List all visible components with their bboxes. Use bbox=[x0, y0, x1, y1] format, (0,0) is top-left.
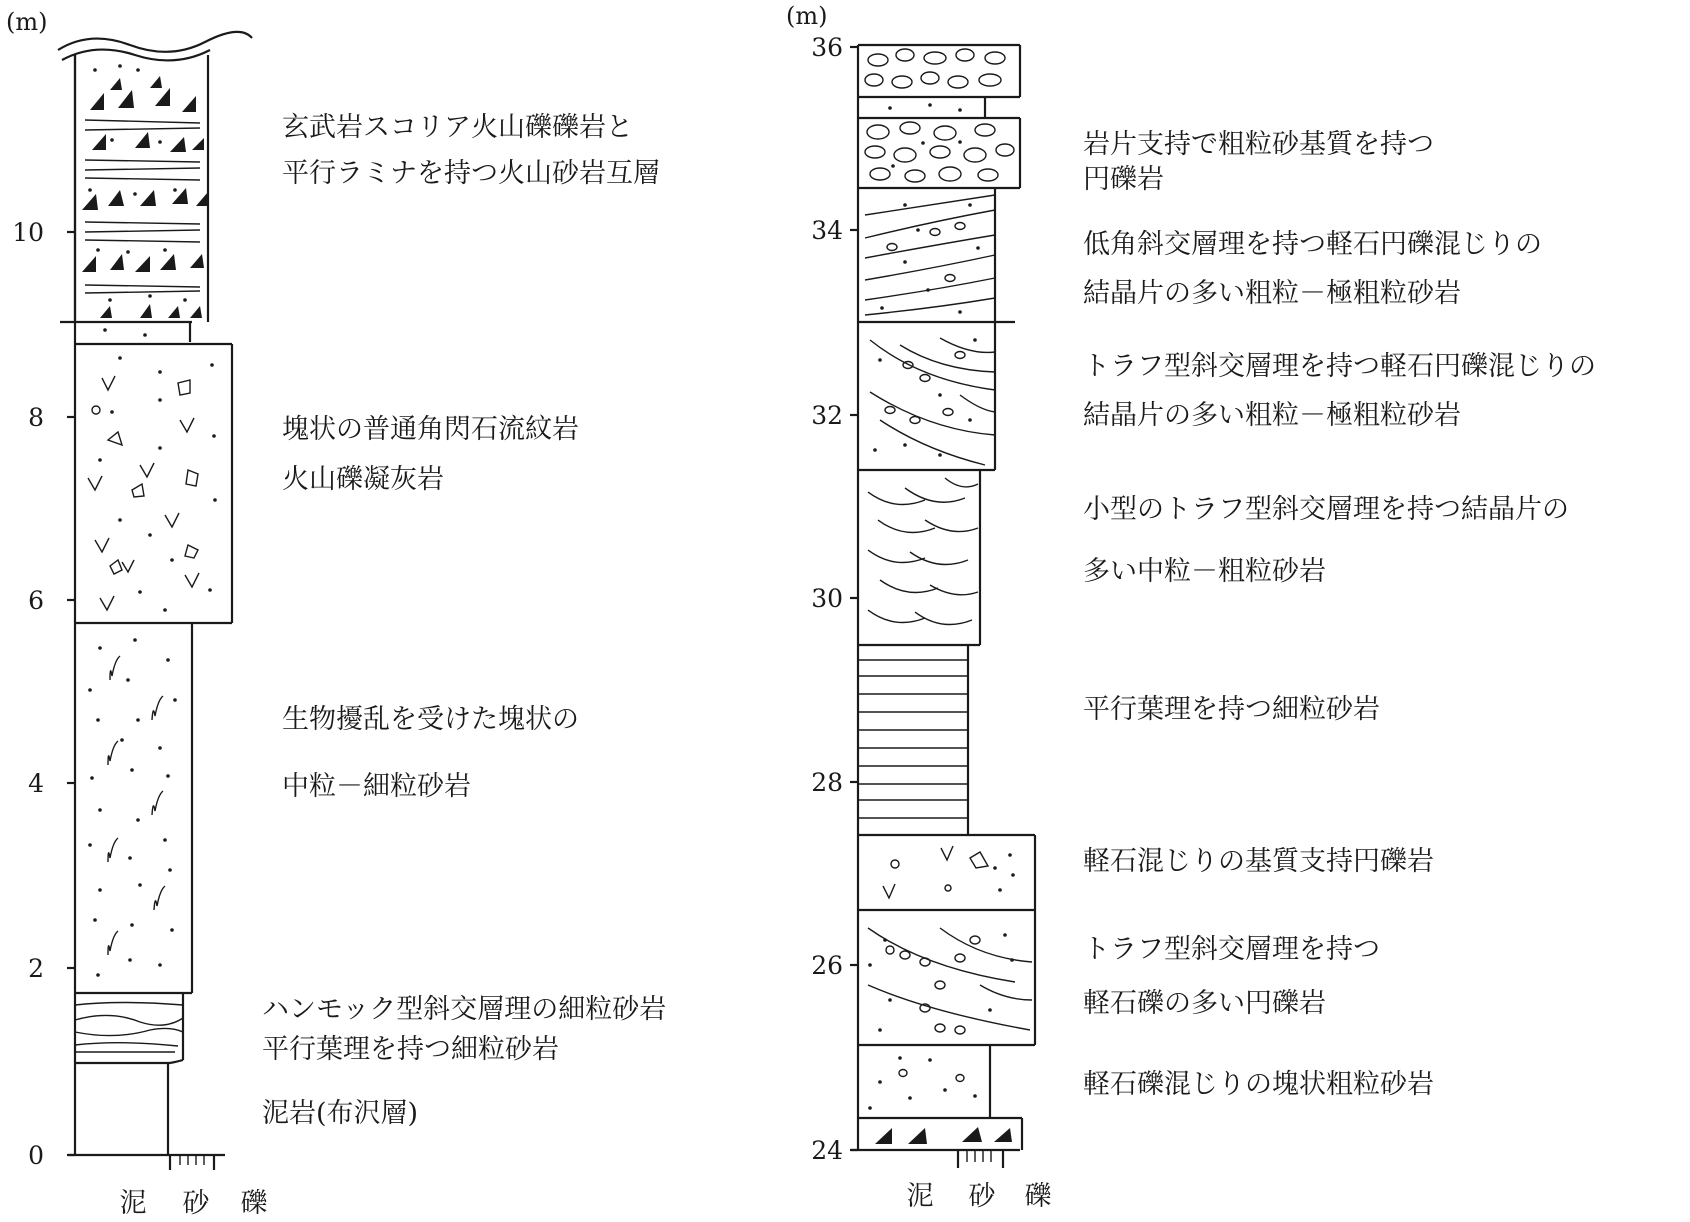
left-tick-label: 8 bbox=[28, 403, 44, 432]
right-grain-scale bbox=[958, 1150, 1003, 1168]
right-unit-clast-supported-conglomerate bbox=[858, 45, 1020, 188]
left-description-line: 生物擾乱を受けた塊状の bbox=[282, 704, 579, 735]
left-unit-label: (m) bbox=[6, 8, 48, 36]
right-unit-low-angle-cross-bedded-sandstone bbox=[858, 188, 1015, 322]
right-grain-label-mud: 泥 bbox=[906, 1181, 934, 1212]
right-tick-label: 34 bbox=[811, 216, 843, 245]
right-description-line: トラフ型斜交層理を持つ軽石円礫混じりの bbox=[1083, 351, 1596, 382]
left-tick-label: 6 bbox=[28, 586, 44, 615]
left-grain-label-sand: 砂 bbox=[182, 1188, 210, 1219]
left-tick-label: 0 bbox=[28, 1141, 44, 1170]
left-description-line: 平行ラミナを持つ火山砂岩互層 bbox=[282, 158, 660, 189]
right-description-line: 平行葉理を持つ細粒砂岩 bbox=[1083, 694, 1380, 725]
left-grain-label-gravel: 礫 bbox=[240, 1188, 268, 1219]
left-tick-label: 2 bbox=[28, 954, 44, 983]
right-description-line: 小型のトラフ型斜交層理を持つ結晶片の bbox=[1083, 494, 1569, 525]
left-tick-label: 4 bbox=[28, 769, 44, 798]
right-unit-massive-coarse-sandstone bbox=[858, 1045, 1022, 1118]
right-grain-label-sand: 砂 bbox=[968, 1181, 996, 1212]
right-description-line: 結晶片の多い粗粒－極粗粒砂岩 bbox=[1083, 278, 1461, 309]
right-unit-matrix-supported-conglomerate bbox=[858, 835, 1035, 910]
right-description-line: 岩片支持で粗粒砂基質を持つ bbox=[1083, 129, 1434, 160]
right-unit-basal-scoria-bed bbox=[875, 1118, 1022, 1150]
left-description-line: 塊状の普通角閃石流紋岩 bbox=[282, 414, 579, 445]
right-unit-trough-cross-bedded-sandstone bbox=[858, 322, 995, 470]
left-description-line: 中粒－細粒砂岩 bbox=[282, 771, 471, 802]
left-description-line: 玄武岩スコリア火山礫礫岩と bbox=[282, 112, 633, 143]
left-unit-bioturbated-sandstone bbox=[75, 623, 192, 993]
right-description-line: トラフ型斜交層理を持つ bbox=[1083, 934, 1380, 965]
right-description-line: 軽石礫混じりの塊状粗粒砂岩 bbox=[1083, 1069, 1434, 1100]
right-tick-label: 24 bbox=[811, 1136, 843, 1165]
right-tick-label: 26 bbox=[811, 951, 843, 980]
right-unit-small-trough-sandstone bbox=[858, 470, 980, 645]
right-unit-parallel-laminated-sandstone bbox=[858, 645, 1035, 835]
left-description-line: 平行葉理を持つ細粒砂岩 bbox=[262, 1034, 559, 1065]
right-description-line: 円礫岩 bbox=[1083, 164, 1164, 195]
left-column bbox=[6, 8, 666, 1219]
right-unit-label: (m) bbox=[786, 2, 828, 30]
left-tick-label: 10 bbox=[12, 218, 44, 247]
right-tick-label: 30 bbox=[811, 584, 843, 613]
right-unit-trough-pumice-conglomerate bbox=[858, 910, 1035, 1045]
left-axis-ticks bbox=[67, 232, 75, 1155]
right-tick-label: 32 bbox=[811, 401, 843, 430]
right-description-line: 軽石礫の多い円礫岩 bbox=[1083, 988, 1326, 1019]
left-grain-scale bbox=[170, 1155, 214, 1170]
left-grain-label-mud: 泥 bbox=[119, 1188, 147, 1219]
right-axis-ticks bbox=[850, 47, 858, 1150]
right-grain-label-gravel: 礫 bbox=[1024, 1181, 1052, 1212]
right-description-line: 低角斜交層理を持つ軽石円礫混じりの bbox=[1083, 229, 1542, 260]
left-wavy-top bbox=[58, 32, 252, 52]
right-description-line: 多い中粒－粗粒砂岩 bbox=[1083, 556, 1326, 587]
left-unit-scoria-conglomerate bbox=[60, 55, 208, 342]
right-tick-label: 28 bbox=[811, 768, 843, 797]
right-description-line: 結晶片の多い粗粒－極粗粒砂岩 bbox=[1083, 400, 1461, 431]
left-description-line: 火山礫凝灰岩 bbox=[282, 464, 444, 495]
left-unit-lapilli-tuff bbox=[75, 344, 232, 623]
left-description-line: ハンモック型斜交層理の細粒砂岩 bbox=[262, 994, 667, 1025]
right-column bbox=[786, 2, 1596, 1212]
left-description-line: 泥岩(布沢層) bbox=[262, 1098, 419, 1129]
left-unit-hummocky-sandstone bbox=[75, 993, 183, 1063]
right-description-line: 軽石混じりの基質支持円礫岩 bbox=[1083, 846, 1434, 877]
right-tick-label: 36 bbox=[811, 33, 843, 62]
